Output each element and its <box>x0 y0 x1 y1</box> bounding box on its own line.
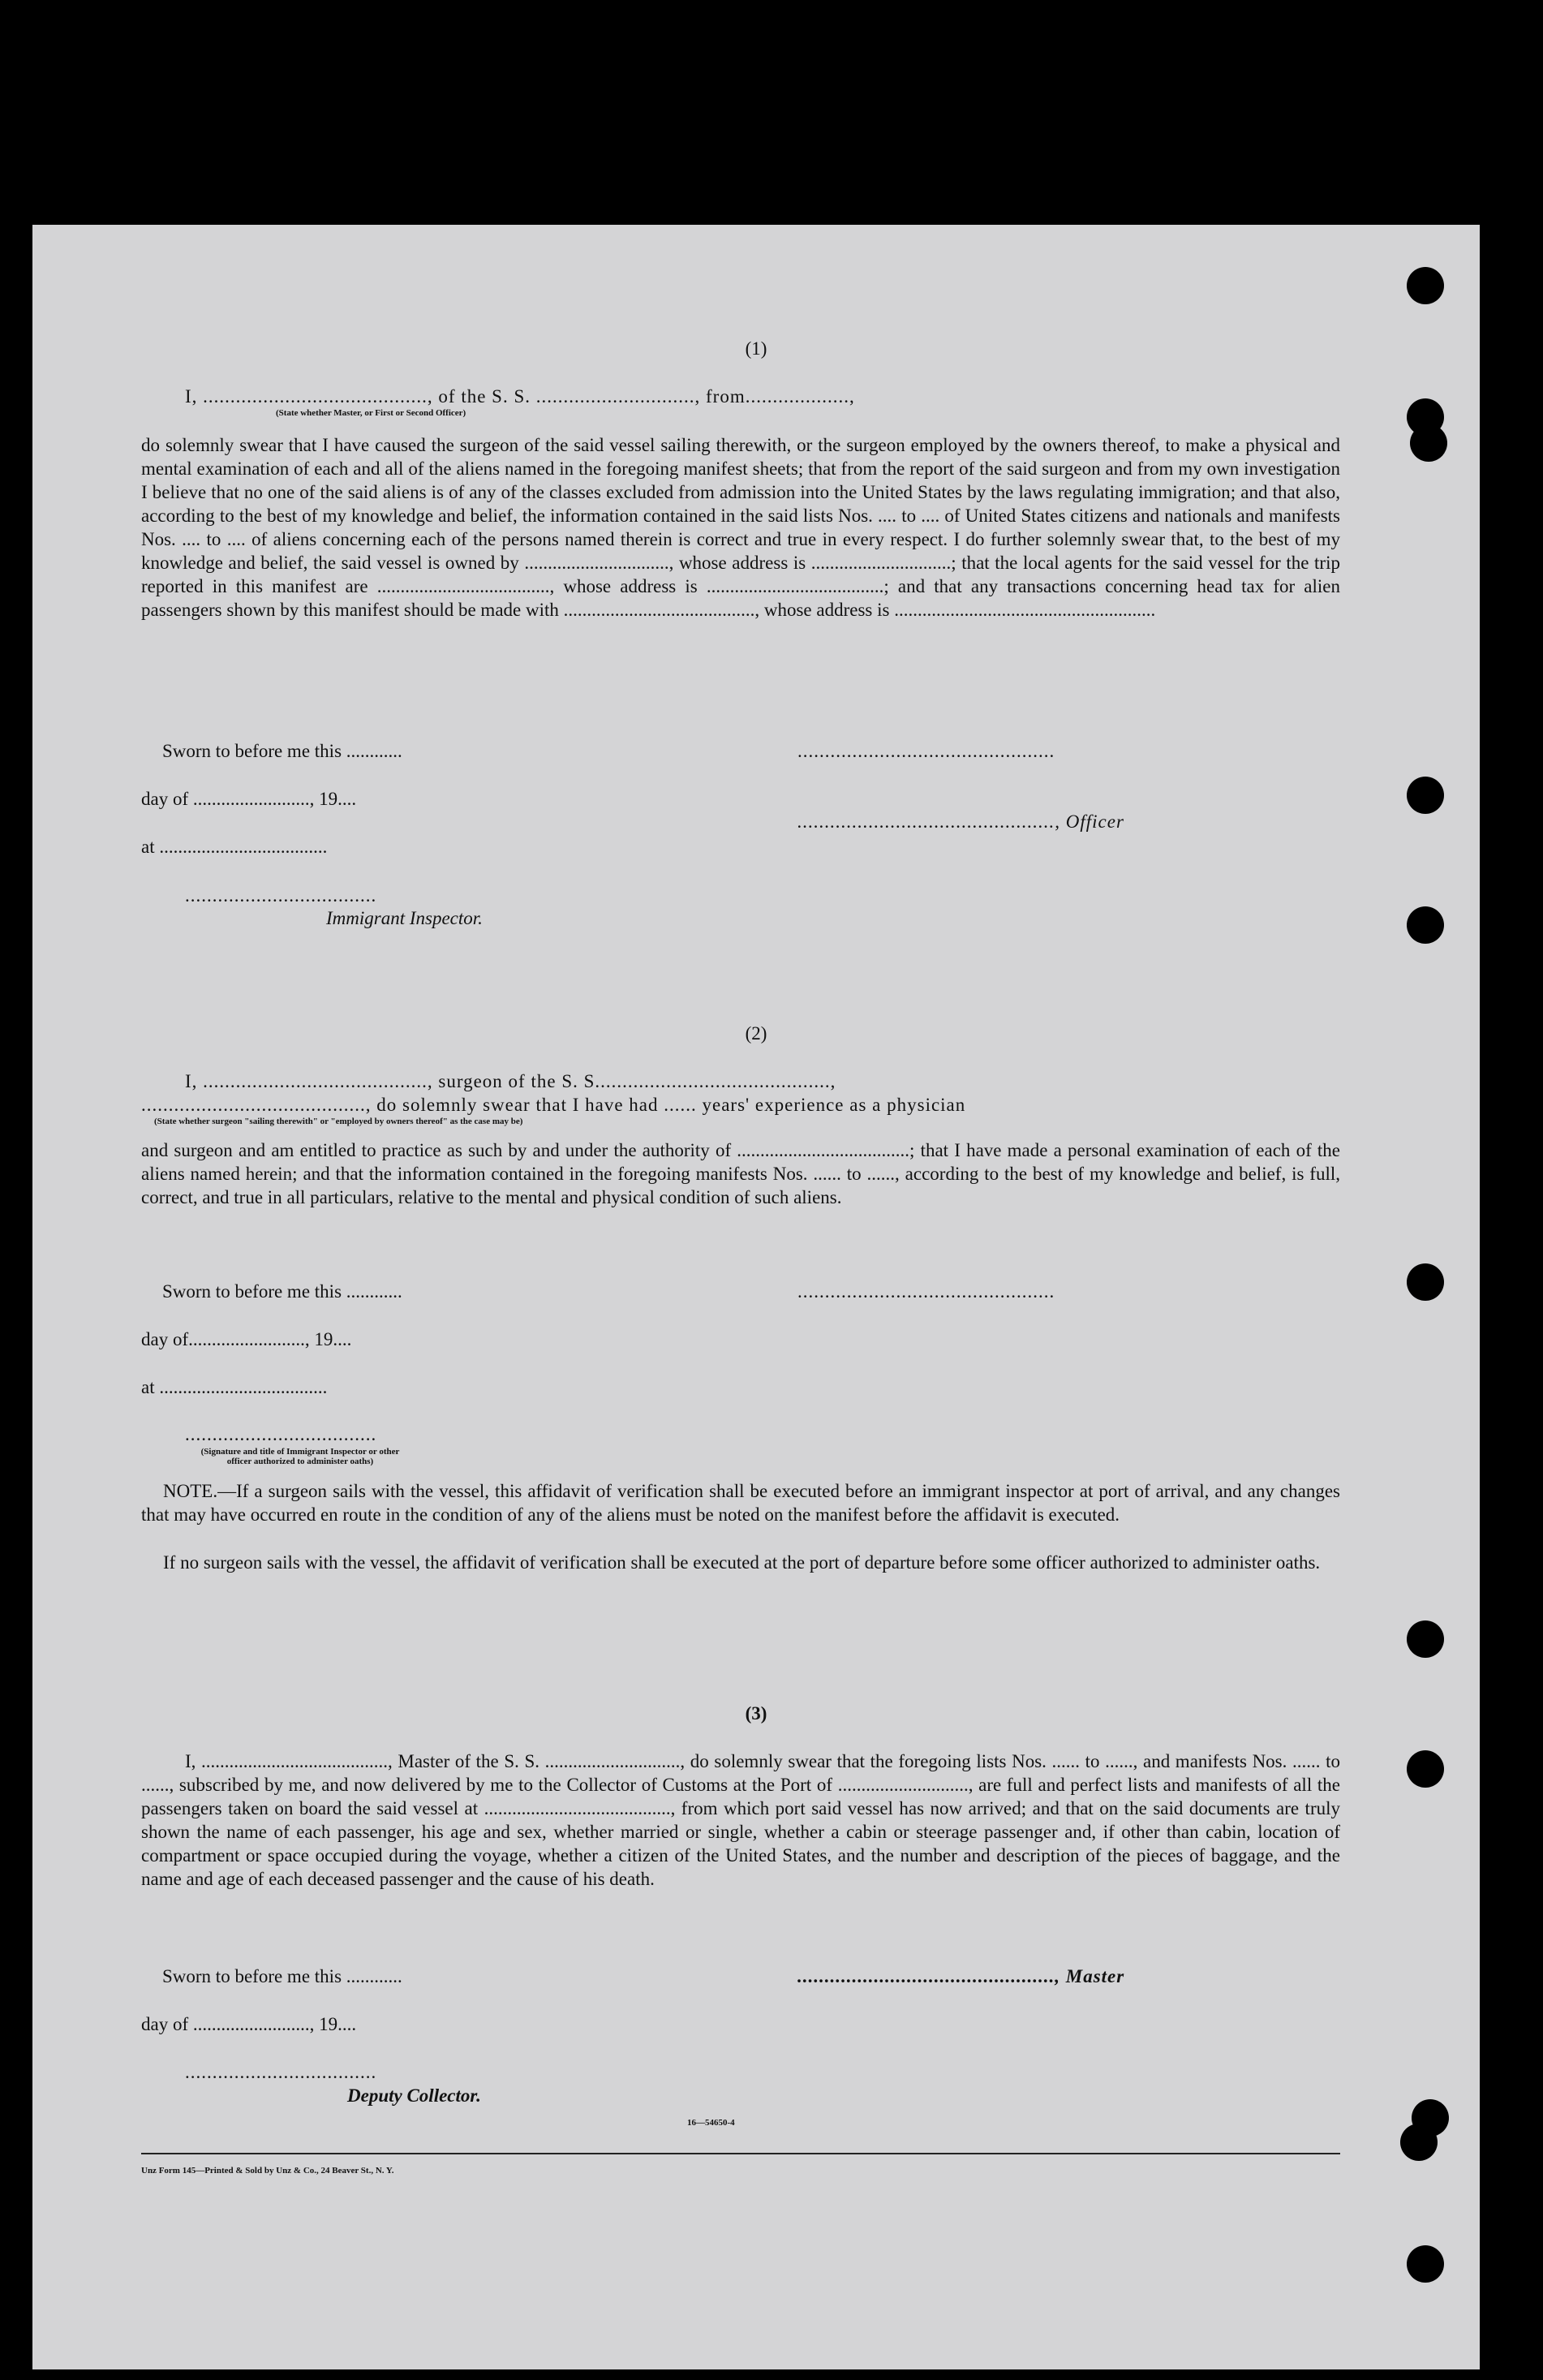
section-2-paragraph: and surgeon and am entitled to practice as such by and under the authority of .....................................; that I have made a personal examination of each of the aliens named herein; and that the information contained in the foregoing manifests Nos. ...... to ......, according to the best of my knowledge and belief, is full, correct, and true in all particulars, relative to the mental and physical condition of such aliens. <box>141 1140 1340 1207</box>
section-1-inspector-title: Immigrant Inspector. <box>326 908 483 928</box>
section-3-dots: ................................... <box>185 2062 377 2082</box>
section-2-signature-dots: ............................................... <box>797 1281 1055 1302</box>
section-3-sworn: Sworn to before me this ............ <box>162 1966 402 1986</box>
section-2-number: (2) <box>745 1023 767 1044</box>
section-3-collector-title: Deputy Collector. <box>347 2085 481 2106</box>
punch-hole-icon <box>1407 1620 1444 1658</box>
section-3-day-of: day of ........................., 19.... <box>141 2014 357 2034</box>
section-1-sworn: Sworn to before me this ............ <box>162 741 402 761</box>
section-2-signature-2-dots: ................................... <box>185 1424 377 1444</box>
punch-hole-icon <box>1410 424 1447 462</box>
section-1-inspector-dots: ................................... <box>185 885 377 906</box>
footer-imprint: Unz Form 145—Printed & Sold by Unz & Co., 24 Beaver St., N. Y. <box>141 2166 394 2176</box>
section-2-note: NOTE.—If a surgeon sails with the vessel, this affidavit of verification shall be executed before an immigrant inspector at port of arrival, and any changes that may have occurred en route in the condition of any of the aliens must be noted on the manifest before the affidavit is executed. <box>141 1481 1340 1525</box>
section-3-master-line: ..............................................., Master <box>797 1966 1125 1986</box>
section-2-line-2: ........................................., do solemnly swear that I have had ...... years' experience as a physician <box>141 1095 966 1115</box>
section-2-note-2: If no surgeon sails with the vessel, the affidavit of verification shall be executed at the port of departure before some officer authorized to administer oaths. <box>163 1552 1321 1573</box>
section-2-line-1: I, ........................................., surgeon of the S. S..........................................., <box>185 1071 836 1091</box>
section-1-oath-line: I, ........................................., of the S. S. ............................., from..................., <box>185 386 855 407</box>
section-2-day-of: day of........................., 19.... <box>141 1329 352 1349</box>
section-3-paragraph: I, ........................................, Master of the S. S. ............................., do solemnly swear that the foregoing lists Nos. ...... to ......, and manifests Nos. ...... to ......, subscribed by me, and now delivered by me to the Collector of Customs at the Port of ............................, are full and perfect lists and manifests of all the passengers taken on board the said vessel at ........................................, from which port said vessel has now arrived; and that on the said documents are truly shown the name of each passenger, his age and sex, whether married or single, whether a cabin or steerage passenger and, if other than cabin, location of compartment or space occupied during the voyage, whether a citizen of the United States, and the number and description of the pieces of baggage, and the name and age of each deceased passenger and the cause of his death. <box>141 1751 1340 1889</box>
section-1-signature-dots: ............................................... <box>797 741 1055 761</box>
section-2-caption: (State whether surgeon "sailing therewith" or "employed by owners thereof" as the case may be) <box>154 1117 523 1126</box>
punch-hole-icon <box>1407 1750 1444 1788</box>
form-page <box>32 225 1480 2369</box>
punch-hole-icon <box>1407 777 1444 814</box>
punch-hole-icon <box>1407 267 1444 304</box>
section-1-caption: (State whether Master, or First or Second Officer) <box>276 408 466 418</box>
section-3-number: (3) <box>745 1703 767 1724</box>
footer-rule <box>141 2153 1340 2154</box>
section-2-sworn: Sworn to before me this ............ <box>162 1281 402 1302</box>
punch-hole-icon <box>1407 906 1444 944</box>
section-1-number: (1) <box>745 338 767 359</box>
punch-hole-icon <box>1407 2245 1444 2283</box>
print-code: 16—54650-4 <box>687 2118 735 2128</box>
punch-hole-icon <box>1407 1263 1444 1301</box>
section-1-paragraph: do solemnly swear that I have caused the surgeon of the said vessel sailing therewith, or the surgeon employed by the owners thereof, to make a physical and mental examination of each and all of the aliens named in the foregoing manifest sheets; that from the report of the said surgeon and from my own investigation I believe that no one of the said aliens is of any of the classes excluded from admission into the United States by the laws regulating immigration; and that also, according to the best of my knowledge and belief, the information contained in the said lists Nos. .... to .... of United States citizens and nationals and manifests Nos. .... to .... of aliens concerning each of the persons named therein is correct and true in every respect. I do further solemnly swear that, to the best of my knowledge and belief, the said vessel is owned by ..............................., whose address is ..............................; that the local agents for the said vessel for the trip reported in this manifest are ....................................., whose address is ......................................; and that any transactions concerning head tax for alien passengers shown by this manifest should be made with ........................................., whose address is ........................................................ <box>141 435 1340 620</box>
section-1-officer-line: ..............................................., Officer <box>797 811 1124 832</box>
section-2-signature-caption: (Signature and title of Immigrant Inspector or other officer authorized to administer oaths) <box>200 1447 400 1466</box>
punch-hole-icon <box>1400 2124 1438 2161</box>
section-2-at: at .................................... <box>141 1377 328 1397</box>
section-1-day-of: day of ........................., 19.... <box>141 789 357 809</box>
section-1-at: at .................................... <box>141 837 328 857</box>
